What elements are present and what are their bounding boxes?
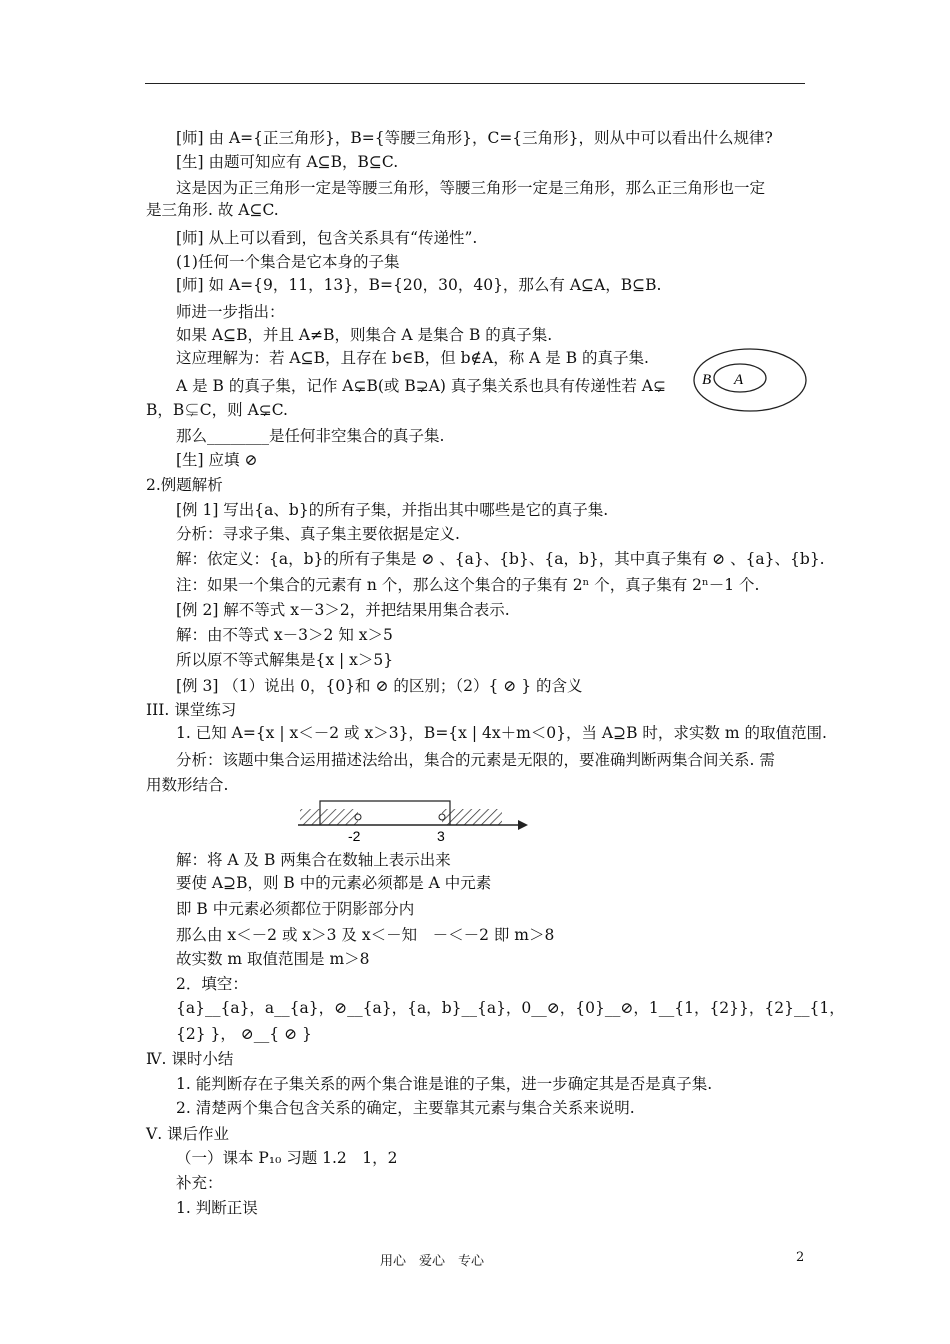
venn-inner-label: A [734,372,744,388]
open-point-minus2 [355,814,361,820]
open-point-3 [439,814,445,820]
page-number: 2 [796,1250,805,1265]
text-line: 师进一步指出： [176,303,285,321]
text-line: 那么________是任何非空集合的真子集. [176,427,445,445]
text-line: 要使 A⊇B，则 B 中的元素必须都是 A 中元素 [176,874,492,892]
venn-outer-label: B [702,372,712,388]
text-line: A 是 B 的真子集，记作 A⊊B(或 B⊋A) 真子集关系也具有传递性若 A⊊ [176,377,666,395]
text-line: [师] 如 A={9，11，13}，B={20，30，40}，那么有 A⊆A，B⊆B. [176,276,662,294]
section-heading: Ⅳ. 课时小结 [146,1050,234,1068]
number-line-diagram [290,795,530,845]
text-line: [例 1] 写出{a、b}的所有子集，并指出其中哪些是它的真子集. [176,501,609,519]
text-line: 解：由不等式 x－3＞2 知 x＞5 [176,626,393,644]
text-line: 那么由 x＜－2 或 x＞3 及 x＜－知 －＜－2 即 m＞8 [176,926,555,944]
text-line: 注：如果一个集合的元素有 n 个，那么这个集合的子集有 2ⁿ 个，真子集有 2ⁿ－1 个. [176,576,760,594]
axis-arrow-icon [518,820,528,830]
text-line: 解：将 A 及 B 两集合在数轴上表示出来 [176,851,451,869]
text-line: [生] 由题可知应有 A⊆B，B⊆C. [176,153,399,171]
text-line: 2．填空： [176,975,248,993]
venn-diagram [690,345,810,415]
text-line: [例 3] （1）说出 0，{0}和 ⊘ 的区别；（2）{ ⊘ } 的含义 [176,677,583,695]
text-line: 用数形结合. [146,776,229,794]
text-line: [师] 由 A={正三角形}，B={等腰三角形}，C={三角形}，则从中可以看出什么规律? [176,129,773,147]
text-line: 2. 清楚两个集合包含关系的确定，主要靠其元素与集合关系来说明. [176,1099,635,1117]
section-heading: Ⅴ. 课后作业 [146,1125,230,1143]
text-line: B，B⊊C，则 A⊊C. [146,401,288,419]
text-line: 1. 判断正误 [176,1199,258,1217]
text-line: 解：依定义：{a，b}的所有子集是 ⊘ 、{a}、{b}、{a，b}，其中真子集有 ⊘ 、{a}、{b}. [176,550,825,568]
text-line: {a}__{a}，a__{a}，⊘__{a}，{a，b}__{a}，0__⊘，{0}__⊘，1__{1，{2}}，{2}__{1， [176,999,845,1017]
text-line: [生] 应填 ⊘ [176,451,258,469]
section-heading: III. 课堂练习 [146,701,237,719]
text-line: 1. 能判断存在子集关系的两个集合谁是谁的子集，进一步确定其是否是真子集. [176,1075,713,1093]
text-line: 故实数 m 取值范围是 m＞8 [176,950,370,968]
text-line: 即 B 中元素必须都位于阴影部分内 [176,900,415,918]
tick-label: -2 [348,828,361,844]
page-footer: 用心 爱心 专心 [380,1254,485,1269]
text-line: 如果 A⊆B，并且 A≠B，则集合 A 是集合 B 的真子集. [176,326,553,344]
text-line: 这应理解为：若 A⊆B，且存在 b∈B，但 b∉A，称 A 是 B 的真子集. [176,349,649,367]
header-rule [145,83,805,84]
text-line: [例 2] 解不等式 x－3＞2，并把结果用集合表示. [176,601,510,619]
text-line: 这是因为正三角形一定是等腰三角形，等腰三角形一定是三角形，那么正三角形也一定 [176,179,766,197]
text-line: （一）课本 P₁₀ 习题 1.2 1，2 [176,1149,398,1167]
section-heading: 2.例题解析 [146,476,223,494]
text-line: 是三角形. 故 A⊆C. [146,201,279,219]
text-line: [师] 从上可以看到，包含关系具有“传递性”. [176,229,478,247]
tick-label: 3 [437,828,445,844]
shaded-region-right [442,809,502,825]
text-line: 所以原不等式解集是{x | x＞5} [176,651,394,669]
text-line: {2} }， ⊘__{ ⊘ } [176,1025,312,1043]
text-line: 分析：该题中集合运用描述法给出，集合的元素是无限的，要准确判断两集合间关系. 需 [176,751,775,769]
text-line: 补充： [176,1174,223,1192]
shaded-region-left [300,809,358,825]
text-line: (1)任何一个集合是它本身的子集 [176,253,400,271]
text-line: 1. 已知 A={x | x＜－2 或 x＞3}，B={x | 4x＋m＜0}，当 A⊇B 时，求实数 m 的取值范围. [176,724,827,742]
text-line: 分析：寻求子集、真子集主要依据是定义. [176,525,460,543]
